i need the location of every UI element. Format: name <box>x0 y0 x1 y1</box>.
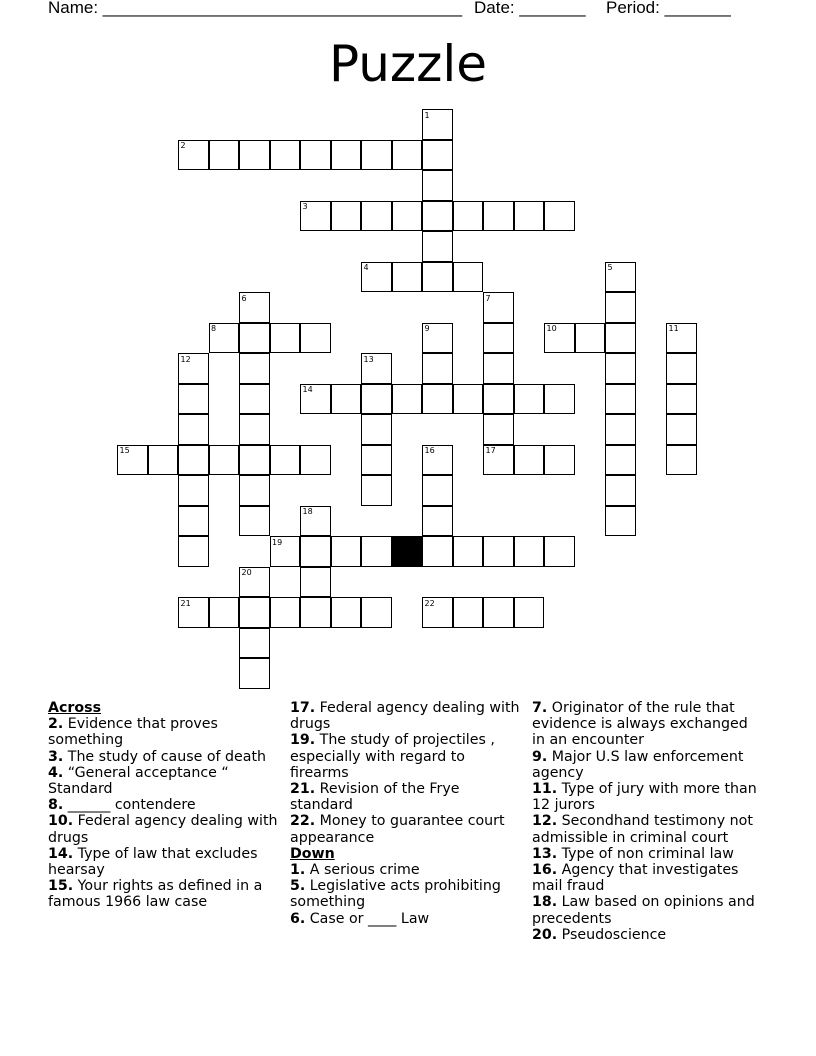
grid-cell[interactable] <box>605 353 636 384</box>
grid-cell[interactable] <box>453 262 484 293</box>
grid-clue-number: 12 <box>180 354 191 364</box>
grid-cell[interactable] <box>331 597 362 628</box>
clue-down-16 <box>532 862 764 894</box>
clue-text: Type of law that excludes hearsay <box>48 845 258 879</box>
clue-number: 2. <box>48 716 64 733</box>
grid-cell[interactable] <box>148 445 179 476</box>
clue-number: 10. <box>48 813 74 830</box>
grid-clue-number: 2 <box>180 141 186 150</box>
clue-text: Secondhand testimony not admissible in criminal court <box>532 813 753 846</box>
grid-clue-number: 5 <box>607 263 613 272</box>
grid-cell[interactable] <box>453 597 484 628</box>
grid-cell[interactable] <box>239 140 270 171</box>
clue-down-20 <box>532 927 764 943</box>
grid-cell[interactable] <box>605 414 636 445</box>
grid-cell[interactable] <box>178 140 209 171</box>
grid-cell[interactable] <box>514 597 545 628</box>
grid-cell[interactable] <box>178 353 209 384</box>
clue-across-3 <box>48 749 280 765</box>
grid-clue-number: 21 <box>180 598 191 608</box>
grid-black-cell <box>392 536 423 567</box>
clue-text: Pseudoscience <box>557 926 667 943</box>
grid-cell[interactable] <box>361 262 392 293</box>
grid-clue-number: 19 <box>272 537 283 547</box>
grid-cell[interactable] <box>178 506 209 537</box>
grid-clue-number: 13 <box>363 354 374 364</box>
grid-cell[interactable] <box>270 536 301 567</box>
grid-cell[interactable] <box>331 201 362 232</box>
grid-cell[interactable] <box>361 597 392 628</box>
grid-cell[interactable] <box>483 384 514 415</box>
name-field-label: Name: ______________________________________ <box>48 0 463 17</box>
grid-cell[interactable] <box>178 384 209 415</box>
grid-cell[interactable] <box>239 628 270 659</box>
grid-cell[interactable] <box>392 201 423 232</box>
clue-number: 21. <box>290 781 316 798</box>
grid-cell[interactable] <box>209 323 240 354</box>
grid-cell[interactable] <box>331 140 362 171</box>
grid-cell[interactable] <box>453 201 484 232</box>
clue-number: 22. <box>290 813 316 830</box>
clue-across-2 <box>48 716 280 748</box>
grid-clue-number: 15 <box>119 446 130 455</box>
clue-text: Money to guarantee court appearance <box>290 813 505 846</box>
grid-cell[interactable] <box>270 445 301 476</box>
clue-number: 12. <box>532 813 558 830</box>
clue-across-4 <box>48 765 280 797</box>
grid-cell[interactable] <box>514 201 545 232</box>
clue-text: Agency that investigates mail fraud <box>532 862 739 895</box>
clue-down-5 <box>290 878 522 910</box>
across-heading: Across <box>48 700 102 716</box>
grid-cell[interactable] <box>422 536 453 567</box>
grid-cell[interactable] <box>361 201 392 232</box>
down-heading: Down <box>290 845 335 862</box>
grid-cell[interactable] <box>483 353 514 384</box>
grid-cell[interactable] <box>666 353 697 384</box>
clue-text: Type of non criminal law <box>557 845 734 862</box>
grid-clue-number: 7 <box>485 293 491 303</box>
grid-cell[interactable] <box>331 384 362 415</box>
grid-clue-number: 3 <box>302 202 308 211</box>
grid-cell[interactable] <box>209 597 240 628</box>
grid-cell[interactable] <box>422 231 453 262</box>
clue-column-1 <box>48 700 280 911</box>
clue-number: 19. <box>290 732 316 749</box>
grid-clue-number: 11 <box>668 324 679 333</box>
grid-cell[interactable] <box>300 445 331 476</box>
grid-cell[interactable] <box>422 201 453 232</box>
grid-cell[interactable] <box>575 323 606 354</box>
clue-across-21 <box>290 781 522 813</box>
grid-cell[interactable] <box>300 201 331 232</box>
grid-cell[interactable] <box>361 445 392 476</box>
grid-cell[interactable] <box>422 140 453 171</box>
grid-cell[interactable] <box>209 445 240 476</box>
grid-cell[interactable] <box>270 597 301 628</box>
clue-text: Legislative acts prohibiting something <box>290 878 501 911</box>
grid-cell[interactable] <box>422 170 453 201</box>
clue-text: Federal agency dealing with drugs <box>48 813 278 846</box>
grid-cell[interactable] <box>422 353 453 384</box>
clue-text: Type of jury with more than 12 jurors <box>532 781 757 814</box>
grid-cell[interactable] <box>422 384 453 415</box>
grid-cell[interactable] <box>605 292 636 323</box>
grid-cell[interactable] <box>392 262 423 293</box>
grid-cell[interactable] <box>300 567 331 598</box>
grid-cell[interactable] <box>300 384 331 415</box>
clue-down-18 <box>532 894 764 926</box>
clue-number: 13. <box>532 845 558 862</box>
clue-number: 20. <box>532 926 558 943</box>
grid-cell[interactable] <box>361 384 392 415</box>
grid-cell[interactable] <box>422 262 453 293</box>
clue-number: 11. <box>532 781 558 798</box>
clue-down-13 <box>532 846 764 862</box>
clue-text: “General acceptance “ Standard <box>48 764 229 798</box>
grid-cell[interactable] <box>270 140 301 171</box>
clue-across-22 <box>290 813 522 845</box>
clue-text: The study of cause of death <box>63 748 266 765</box>
clue-across-8 <box>48 797 280 813</box>
grid-cell[interactable] <box>483 536 514 567</box>
grid-clue-number: 22 <box>424 598 435 608</box>
grid-cell[interactable] <box>270 323 301 354</box>
clue-number: 6. <box>290 910 306 927</box>
grid-cell[interactable] <box>544 201 575 232</box>
clue-column-2 <box>290 700 522 927</box>
grid-cell[interactable] <box>483 292 514 323</box>
grid-cell[interactable] <box>422 445 453 476</box>
clue-text: Law based on opinions and precedents <box>532 894 755 927</box>
clue-number: 9. <box>532 748 548 765</box>
grid-cell[interactable] <box>605 445 636 476</box>
clue-across-19 <box>290 732 522 781</box>
grid-cell[interactable] <box>239 445 270 476</box>
grid-cell[interactable] <box>239 567 270 598</box>
grid-cell[interactable] <box>361 353 392 384</box>
grid-cell[interactable] <box>178 475 209 506</box>
clue-down-6 <box>290 911 522 927</box>
grid-cell[interactable] <box>483 414 514 445</box>
clue-text: Major U.S law enforcement agency <box>532 748 744 781</box>
clue-number: 18. <box>532 894 558 911</box>
grid-cell[interactable] <box>544 384 575 415</box>
grid-cell[interactable] <box>483 201 514 232</box>
grid-cell[interactable] <box>300 140 331 171</box>
clue-number: 4. <box>48 764 64 781</box>
grid-cell[interactable] <box>178 536 209 567</box>
grid-cell[interactable] <box>666 445 697 476</box>
grid-cell[interactable] <box>239 506 270 537</box>
clue-down-7 <box>532 700 764 749</box>
grid-cell[interactable] <box>422 506 453 537</box>
clue-number: 7. <box>532 700 548 716</box>
grid-cell[interactable] <box>514 384 545 415</box>
grid-cell[interactable] <box>605 384 636 415</box>
grid-cell[interactable] <box>178 445 209 476</box>
grid-cell[interactable] <box>422 597 453 628</box>
clue-across-14 <box>48 846 280 878</box>
clue-text: ______ contendere <box>63 797 196 814</box>
grid-cell[interactable] <box>544 323 575 354</box>
grid-cell[interactable] <box>422 475 453 506</box>
grid-cell[interactable] <box>300 536 331 567</box>
grid-clue-number: 14 <box>302 385 313 394</box>
grid-cell[interactable] <box>239 292 270 323</box>
clue-number: 3. <box>48 748 64 765</box>
grid-cell[interactable] <box>239 475 270 506</box>
grid-cell[interactable] <box>514 536 545 567</box>
clue-text: The study of projectiles , especially with regard to firearms <box>290 732 495 781</box>
grid-cell[interactable] <box>239 323 270 354</box>
period-field-label: Period: _______ <box>606 0 731 17</box>
grid-cell[interactable] <box>544 445 575 476</box>
grid-cell[interactable] <box>605 262 636 293</box>
grid-cell[interactable] <box>544 536 575 567</box>
clue-down-1 <box>290 862 522 878</box>
grid-clue-number: 20 <box>241 568 252 577</box>
clue-number: 17. <box>290 700 316 716</box>
grid-cell[interactable] <box>453 384 484 415</box>
grid-cell[interactable] <box>483 323 514 354</box>
grid-cell[interactable] <box>239 384 270 415</box>
clue-number: 16. <box>532 862 558 879</box>
clue-across-17 <box>290 700 522 732</box>
clue-across-15 <box>48 878 280 910</box>
clue-number: 8. <box>48 797 64 814</box>
grid-cell[interactable] <box>117 445 148 476</box>
grid-cell[interactable] <box>605 506 636 537</box>
grid-cell[interactable] <box>300 506 331 537</box>
grid-cell[interactable] <box>483 597 514 628</box>
grid-cell[interactable] <box>178 597 209 628</box>
grid-cell[interactable] <box>361 414 392 445</box>
grid-cell[interactable] <box>361 536 392 567</box>
clue-across-10 <box>48 813 280 845</box>
grid-cell[interactable] <box>239 658 270 689</box>
grid-cell[interactable] <box>300 597 331 628</box>
grid-cell[interactable] <box>331 536 362 567</box>
grid-clue-number: 17 <box>485 446 496 455</box>
clue-down-11 <box>532 781 764 813</box>
grid-clue-number: 1 <box>424 110 430 120</box>
clue-number: 15. <box>48 878 74 895</box>
grid-cell[interactable] <box>666 323 697 354</box>
grid-clue-number: 8 <box>211 324 217 333</box>
grid-clue-number: 9 <box>424 324 430 333</box>
grid-cell[interactable] <box>483 445 514 476</box>
grid-cell[interactable] <box>239 597 270 628</box>
grid-cell[interactable] <box>392 140 423 171</box>
clue-number: 14. <box>48 845 74 862</box>
grid-cell[interactable] <box>422 323 453 354</box>
clue-text: Originator of the rule that evidence is always exchanged in an encounter <box>532 700 748 749</box>
grid-clue-number: 10 <box>546 324 557 333</box>
grid-cell[interactable] <box>178 414 209 445</box>
grid-cell[interactable] <box>605 323 636 354</box>
clue-text: Your rights as defined in a famous 1966 law case <box>48 878 263 911</box>
clue-number: 1. <box>290 862 306 879</box>
clue-number: 5. <box>290 878 306 895</box>
page-title: Puzzle <box>328 35 488 93</box>
clue-text: Federal agency dealing with drugs <box>290 700 520 733</box>
clue-text: Case or ____ Law <box>305 910 430 927</box>
grid-cell[interactable] <box>514 445 545 476</box>
grid-cell[interactable] <box>239 353 270 384</box>
clue-text: Evidence that proves something <box>48 716 218 749</box>
grid-clue-number: 16 <box>424 446 435 455</box>
grid-cell[interactable] <box>361 140 392 171</box>
clue-column-3 <box>532 700 764 943</box>
grid-cell[interactable] <box>239 414 270 445</box>
grid-cell[interactable] <box>422 109 453 140</box>
grid-cell[interactable] <box>666 384 697 415</box>
grid-cell[interactable] <box>453 536 484 567</box>
grid-cell[interactable] <box>209 140 240 171</box>
grid-cell[interactable] <box>605 475 636 506</box>
date-field-label: Date: _______ <box>474 0 586 17</box>
grid-cell[interactable] <box>361 475 392 506</box>
clue-text: A serious crime <box>305 862 420 879</box>
grid-cell[interactable] <box>300 323 331 354</box>
grid-clue-number: 4 <box>363 263 369 272</box>
clue-text: Revision of the Frye standard <box>290 781 460 814</box>
clue-down-12 <box>532 813 764 845</box>
grid-cell[interactable] <box>666 414 697 445</box>
clue-down-9 <box>532 749 764 781</box>
grid-cell[interactable] <box>392 384 423 415</box>
grid-clue-number: 18 <box>302 507 313 516</box>
grid-clue-number: 6 <box>241 293 247 303</box>
